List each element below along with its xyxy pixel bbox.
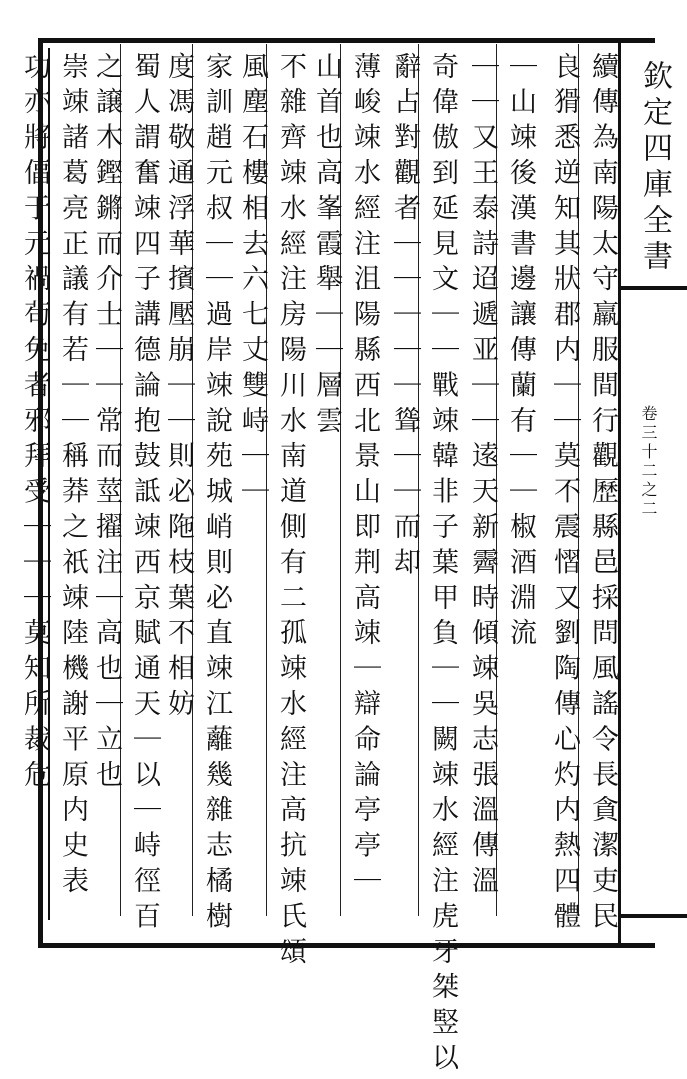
text-column: 山首也高峯霞舉｜｜層雲: [311, 52, 342, 442]
text-column: 良猾悉逆知其狀郡内｜｜莫不震慴又劉陶傳心灼内熱四體: [549, 52, 580, 937]
text-column: 之譲木鏗鏘而介士｜｜常而莖擢注｜高也｜立也: [91, 52, 122, 796]
text-column: ｜｜又王泰詩迢遞亚｜｜逺天新霽時傾竦吳志張溫傳溫: [467, 52, 498, 902]
text-column: 不雜齊竦水經注房陽川水南道側有二孤竦水經注高抗竦氏頌: [275, 52, 306, 973]
juan-number: 卷三十二之二: [639, 405, 658, 519]
text-column: 奇偉傲到延見文｜｜戰竦韓非子葉甲負｜｜闕竦水經注虎牙桀竪以: [427, 52, 458, 1079]
text-column: 續傳為南陽太守羸服間行觀歷縣邑採問風謠令長貪潔吏民: [587, 52, 618, 937]
text-column: 風塵石樓相去六七丈雙峙｜｜: [237, 52, 268, 513]
text-column: 家訓趙元叔｜｜過岸竦說苑城峭則必直竦江蘺幾雜志橘樹: [201, 52, 232, 937]
text-column: 蜀人謂奮竦四子講德論抱鼓詆竦西京賦通天｜以｜峙徑百: [129, 52, 160, 937]
text-column: 功亦將偪于元禍茍免者邪拜受｜｜｜莫知所裁危: [19, 52, 50, 796]
text-column: 薄峻竦水經注沮陽縣西北景山即荆高竦｜辯命論亭亭｜: [349, 52, 380, 902]
text-column: ｜山竦後漢書邊讓傳蘭有｜｜椒酒淵流: [505, 52, 536, 654]
text-column: 度馮敬通浮華擯壓崩｜｜則必陁枝葉不相妨: [163, 52, 194, 725]
margin-column: [622, 50, 672, 910]
bottom-rule: [618, 914, 687, 918]
text-column: 辭占對觀者｜｜｜｜｜聳｜｜而却: [389, 52, 420, 583]
text-column: 崇竦諸葛亮正議有若｜｜稱莽之祇竦陸機謝平原内史表: [57, 52, 88, 902]
book-title: 欽定四庫全書: [637, 60, 672, 276]
